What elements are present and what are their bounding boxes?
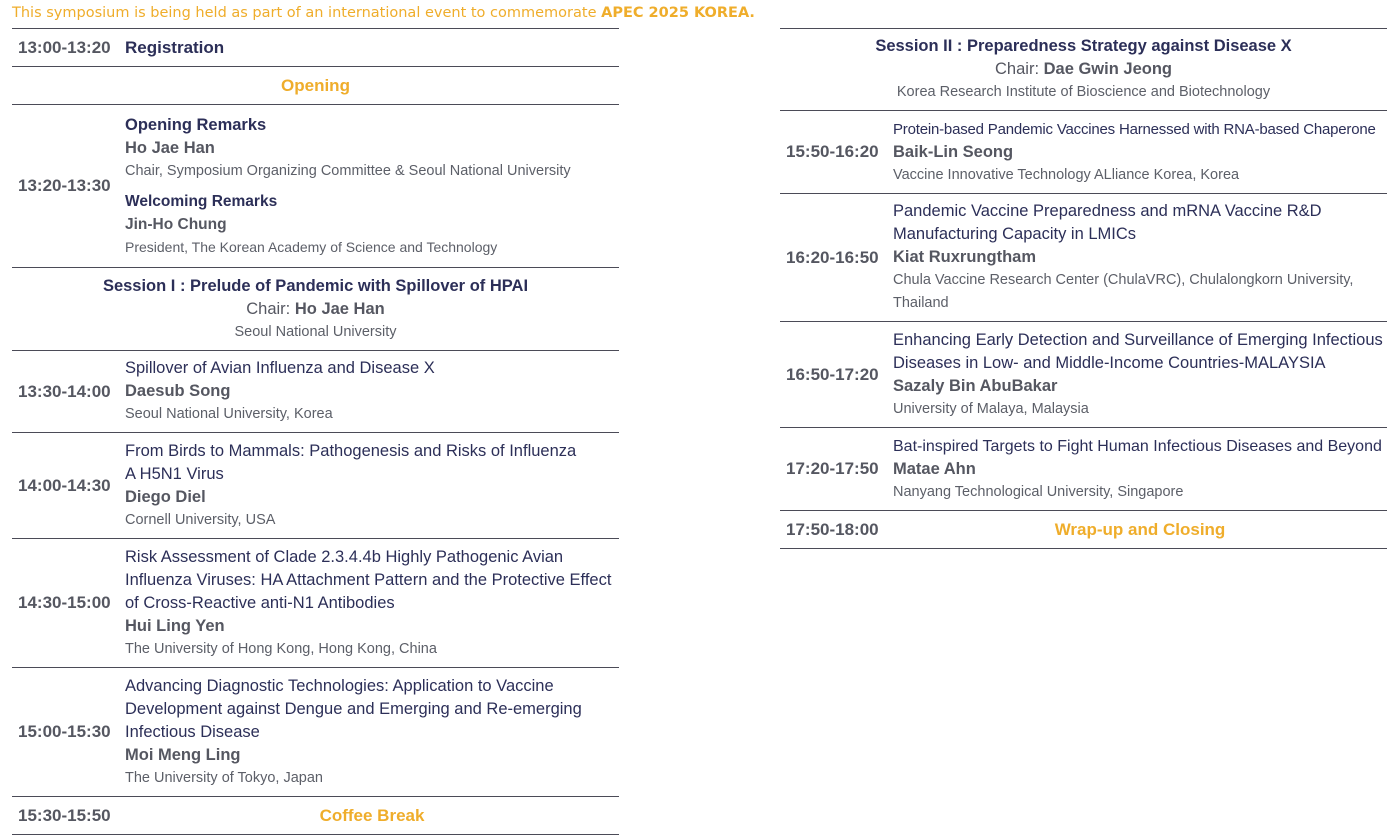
notice-text: This symposium is being held as part of an international event to commemorate [12, 5, 602, 21]
session-1-chair-name: Ho Jae Han [294, 299, 385, 318]
time-slot: 16:20-16:50 [786, 247, 879, 267]
session-2-chair-affiliation: Korea Research Institute of Bioscience and Biotechnology [896, 84, 1271, 100]
apec-notice [12, 5, 755, 21]
opening-label: Opening [281, 75, 350, 95]
session-2-title: Session II : Preparedness Strategy against Disease X [875, 37, 1292, 55]
talk-title: Enhancing Early Detection and Surveillance of Emerging Infectious Diseases in Low- and Middle-Income Countries-MALAYSIA [893, 330, 1383, 372]
time-slot: 15:50-16:20 [786, 142, 879, 161]
talk-row [12, 539, 619, 668]
remarks-row [12, 105, 619, 268]
talk-affiliation: The University of Hong Kong, Hong Kong, China [125, 640, 437, 657]
talk-speaker: Sazaly Bin AbuBakar [893, 376, 1058, 395]
talk-title: Protein-based Pandemic Vaccines Harnessed with RNA-based Chaperone [893, 120, 1376, 138]
talk-title: Advancing Diagnostic Technologies: Application to Vaccine Development against Dengue and Emerging and Re-emerging Infectious Disease [125, 676, 582, 741]
session-2-chair: Chair: Dae Gwin Jeong [995, 60, 1172, 78]
talk-speaker: Baik-Lin Seong [893, 142, 1014, 161]
time-slot: 14:30-15:00 [18, 593, 111, 612]
time-slot: 13:30-14:00 [18, 381, 111, 401]
talk-title: Spillover of Avian Influenza and Disease X [125, 359, 435, 377]
session-1-chair-affiliation: Seoul National University [234, 323, 397, 340]
talk-speaker: Matae Ahn [893, 459, 976, 478]
talk-affiliation: The University of Tokyo, Japan [125, 769, 323, 786]
talk-title: Bat-inspired Targets to Fight Human Infectious Diseases and Beyond [893, 437, 1382, 455]
closing-label: Wrap-up and Closing [1054, 519, 1226, 539]
talk-row [12, 433, 619, 539]
time-slot: 15:00-15:30 [18, 722, 111, 741]
talk-affiliation: Nanyang Technological University, Singapore [893, 483, 1184, 500]
talk-speaker: Daesub Song [125, 382, 231, 400]
talk-title: Risk Assessment of Clade 2.3.4.4b Highly Pathogenic Avian Influenza Viruses: HA Attachment Pattern and the Protective Effect of Cross-Reactive anti-N1 Antibodies [125, 547, 612, 612]
talk-affiliation: Chula Vaccine Research Center (ChulaVRC), Chulalongkorn University, Thailand [893, 272, 1354, 311]
welcoming-remarks-affiliation: President, The Korean Academy of Science and Technology [125, 238, 498, 255]
welcoming-remarks-speaker: Jin-Ho Chung [125, 215, 227, 233]
time-slot: 17:20-17:50 [786, 459, 879, 478]
coffee-break-label: Coffee Break [319, 805, 425, 825]
talk-title: From Birds to Mammals: Pathogenesis and Risks of Influenza A H5N1 Virus [125, 441, 577, 483]
closing-row [780, 511, 1387, 549]
talk-row [780, 194, 1387, 322]
time-slot: 13:00-13:20 [18, 37, 111, 57]
time-slot: 14:00-14:30 [18, 475, 111, 495]
talk-speaker: Diego Diel [125, 487, 206, 506]
talk-row [12, 668, 619, 797]
time-slot: 16:50-17:20 [786, 364, 879, 384]
opening-remarks-affiliation: Chair, Symposium Organizing Committee & Seoul National University [125, 162, 571, 179]
time-slot: 15:30-15:50 [18, 805, 111, 825]
session-1-header [12, 268, 619, 351]
program-right-column [780, 28, 1387, 549]
opening-remarks-title: Opening Remarks [125, 115, 267, 134]
talk-affiliation: Vaccine Innovative Technology ALliance Korea, Korea [893, 166, 1240, 183]
talk-row [780, 322, 1387, 428]
welcoming-remarks-title: Welcoming Remarks [125, 192, 278, 210]
talk-speaker: Kiat Ruxrungtham [893, 248, 1037, 266]
talk-title: Pandemic Vaccine Preparedness and mRNA Vaccine R&D Manufacturing Capacity in LMICs [893, 202, 1322, 243]
time-slot: 17:50-18:00 [786, 519, 879, 539]
opening-remarks-speaker: Ho Jae Han [125, 138, 215, 157]
session-2-chair-name: Dae Gwin Jeong [1043, 60, 1172, 78]
opening-row [12, 67, 619, 105]
talk-row [780, 428, 1387, 511]
talk-affiliation: University of Malaya, Malaysia [893, 400, 1089, 417]
talk-row [780, 111, 1387, 194]
talk-speaker: Moi Meng Ling [125, 745, 241, 764]
registration-title: Registration [125, 37, 225, 57]
program-left-column [12, 28, 619, 835]
time-slot: 13:20-13:30 [18, 176, 111, 195]
talk-affiliation: Cornell University, USA [125, 511, 276, 528]
session-1-title: Session I : Prelude of Pandemic with Spillover of HPAI [102, 276, 529, 295]
talk-row [12, 351, 619, 433]
talk-affiliation: Seoul National University, Korea [125, 406, 333, 422]
coffee-break-row [12, 797, 619, 835]
talk-speaker: Hui Ling Yen [125, 616, 225, 635]
session-1-chair: Chair: Ho Jae Han [246, 299, 385, 318]
notice-highlight: APEC 2025 KOREA. [601, 5, 755, 21]
session-2-header [780, 28, 1387, 111]
registration-row [12, 28, 619, 67]
